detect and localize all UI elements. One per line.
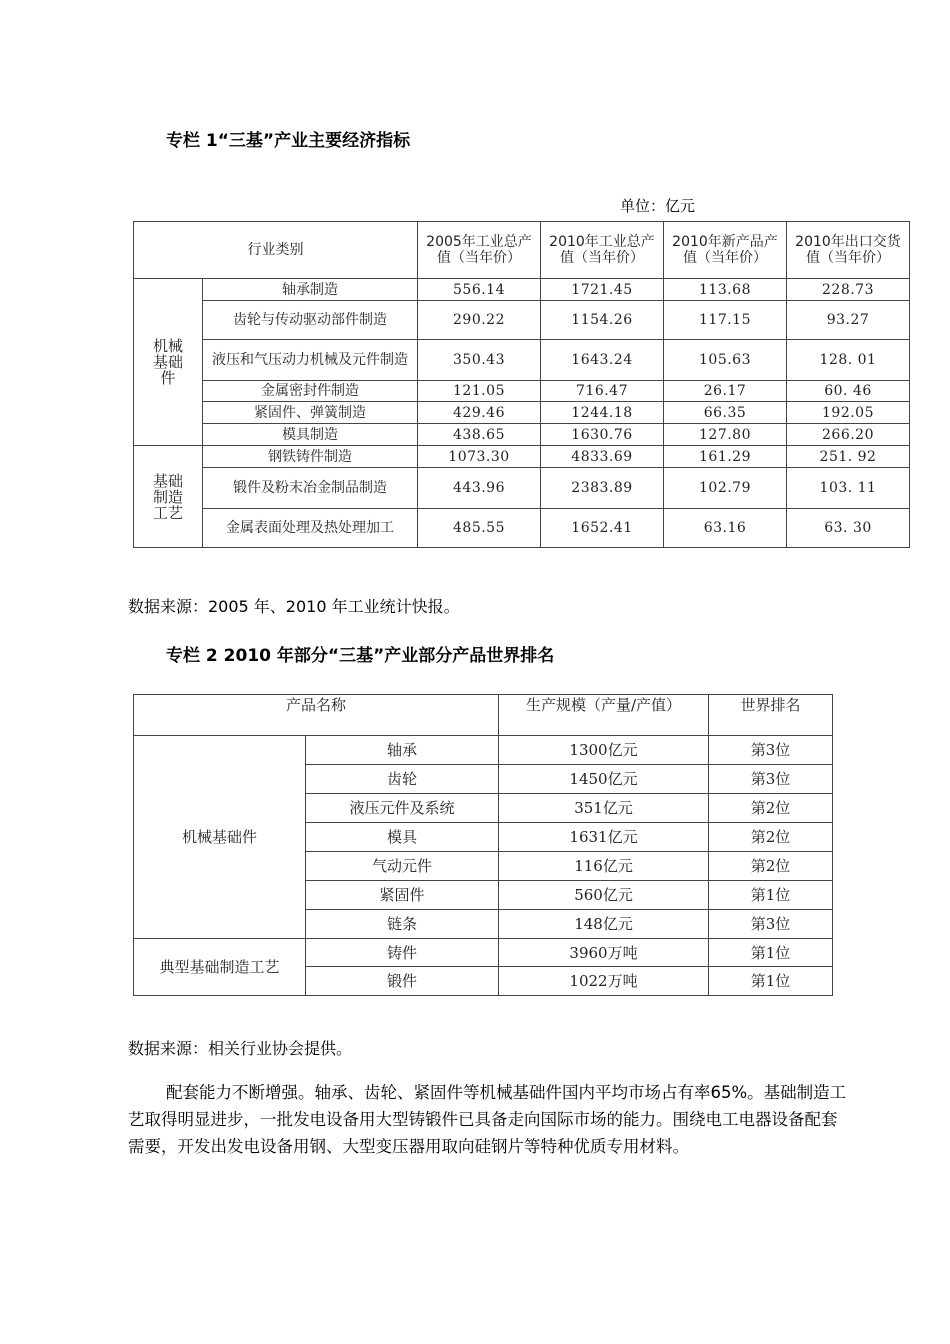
row-item: 紧固件、弹簧制造 [203,402,418,424]
row-item: 金属表面处理及热处理加工 [203,509,418,548]
header-2010-export: 2010年出口交货值（当年价） [787,222,910,279]
row-item: 液压和气压动力机械及元件制造 [203,340,418,381]
box1-title: 专栏 1“三基”产业主要经济指标 [166,131,411,151]
row-item: 气动元件 [306,852,499,881]
box1-source: 数据来源：2005 年、2010 年工业统计快报。 [128,597,460,616]
box2-title: 专栏 2 2010 年部分“三基”产业部分产品世界排名 [166,646,555,666]
cell-scale: 1300亿元 [499,736,709,765]
cell-export: 103. 11 [787,468,910,509]
cell-export: 192.05 [787,402,910,424]
cell-2010: 1643.24 [541,340,664,381]
group-label: 机械基础件 [134,736,306,939]
header-2005-output: 2005年工业总产值（当年价） [418,222,541,279]
cell-2005: 429.46 [418,402,541,424]
cell-2005: 438.65 [418,424,541,446]
cell-scale: 116亿元 [499,852,709,881]
cell-export: 266.20 [787,424,910,446]
cell-2005: 1073.30 [418,446,541,468]
table-row [134,939,833,967]
cell-scale: 148亿元 [499,910,709,939]
table-row [134,468,910,509]
box2-source: 数据来源：相关行业协会提供。 [128,1039,353,1058]
cell-2010: 716.47 [541,381,664,402]
cell-newproduct: 113.68 [664,279,787,301]
cell-scale: 1450亿元 [499,765,709,794]
cell-2010: 1652.41 [541,509,664,548]
table-row [134,509,910,548]
table-row [134,381,910,402]
box2-table [133,694,833,996]
row-item: 钢铁铸件制造 [203,446,418,468]
cell-rank: 第2位 [709,852,833,881]
cell-2005: 443.96 [418,468,541,509]
table-row [134,446,910,468]
cell-scale: 351亿元 [499,794,709,823]
cell-rank: 第2位 [709,794,833,823]
cell-export: 228.73 [787,279,910,301]
cell-rank: 第1位 [709,881,833,910]
cell-scale: 1631亿元 [499,823,709,852]
cell-2005: 290.22 [418,301,541,340]
row-item: 紧固件 [306,881,499,910]
cell-2005: 121.05 [418,381,541,402]
table-row [134,279,910,301]
box1-unit: 单位：亿元 [620,197,696,215]
header-2010-new-product: 2010年新产品产值（当年价） [664,222,787,279]
cell-export: 128. 01 [787,340,910,381]
cell-2005: 350.43 [418,340,541,381]
cell-newproduct: 127.80 [664,424,787,446]
cell-newproduct: 117.15 [664,301,787,340]
cell-scale: 1022万吨 [499,967,709,996]
table-row [134,340,910,381]
row-item: 齿轮 [306,765,499,794]
cell-newproduct: 102.79 [664,468,787,509]
cell-rank: 第3位 [709,910,833,939]
cell-rank: 第3位 [709,765,833,794]
cell-2010: 1721.45 [541,279,664,301]
cell-2010: 1244.18 [541,402,664,424]
table-header-row [134,222,910,279]
cell-export: 63. 30 [787,509,910,548]
cell-2010: 4833.69 [541,446,664,468]
table-row [134,424,910,446]
cell-export: 251. 92 [787,446,910,468]
header-category: 行业类别 [134,222,418,279]
row-item: 锻件及粉末冶金制品制造 [203,468,418,509]
cell-rank: 第2位 [709,823,833,852]
cell-export: 60. 46 [787,381,910,402]
cell-scale: 3960万吨 [499,939,709,967]
cell-2010: 2383.89 [541,468,664,509]
table-row [134,301,910,340]
cell-2005: 556.14 [418,279,541,301]
row-item: 模具 [306,823,499,852]
row-item: 铸件 [306,939,499,967]
cell-rank: 第1位 [709,967,833,996]
cell-newproduct: 26.17 [664,381,787,402]
header-product: 产品名称 [134,695,499,736]
cell-newproduct: 66.35 [664,402,787,424]
group-label: 机械基础件 [134,279,203,446]
cell-export: 93.27 [787,301,910,340]
cell-2010: 1154.26 [541,301,664,340]
row-item: 轴承制造 [203,279,418,301]
table-header-row [134,695,833,736]
cell-newproduct: 161.29 [664,446,787,468]
cell-scale: 560亿元 [499,881,709,910]
row-item: 链条 [306,910,499,939]
cell-newproduct: 63.16 [664,509,787,548]
row-item: 轴承 [306,736,499,765]
cell-newproduct: 105.63 [664,340,787,381]
header-rank: 世界排名 [709,695,833,736]
table-row [134,736,833,765]
group-label: 基础制造工艺 [134,446,203,548]
header-2010-output: 2010年工业总产值（当年价） [541,222,664,279]
row-item: 液压元件及系统 [306,794,499,823]
row-item: 模具制造 [203,424,418,446]
cell-2010: 1630.76 [541,424,664,446]
cell-rank: 第1位 [709,939,833,967]
group-label: 典型基础制造工艺 [134,939,306,996]
cell-rank: 第3位 [709,736,833,765]
box1-table [133,221,910,548]
header-scale: 生产规模（产量/产值） [499,695,709,736]
row-item: 金属密封件制造 [203,381,418,402]
body-paragraph: 配套能力不断增强。轴承、齿轮、紧固件等机械基础件国内平均市场占有率65%。基础制造工艺取得明显进步，一批发电设备用大型铸锻件已具备走向国际市场的能力。围绕电工电器设备配套需要，开发出发电设备用钢、大型变压器用取向硅钢片等特种优质专用材料。 [128,1083,847,1156]
row-item: 锻件 [306,967,499,996]
table-row [134,402,910,424]
row-item: 齿轮与传动驱动部件制造 [203,301,418,340]
cell-2005: 485.55 [418,509,541,548]
